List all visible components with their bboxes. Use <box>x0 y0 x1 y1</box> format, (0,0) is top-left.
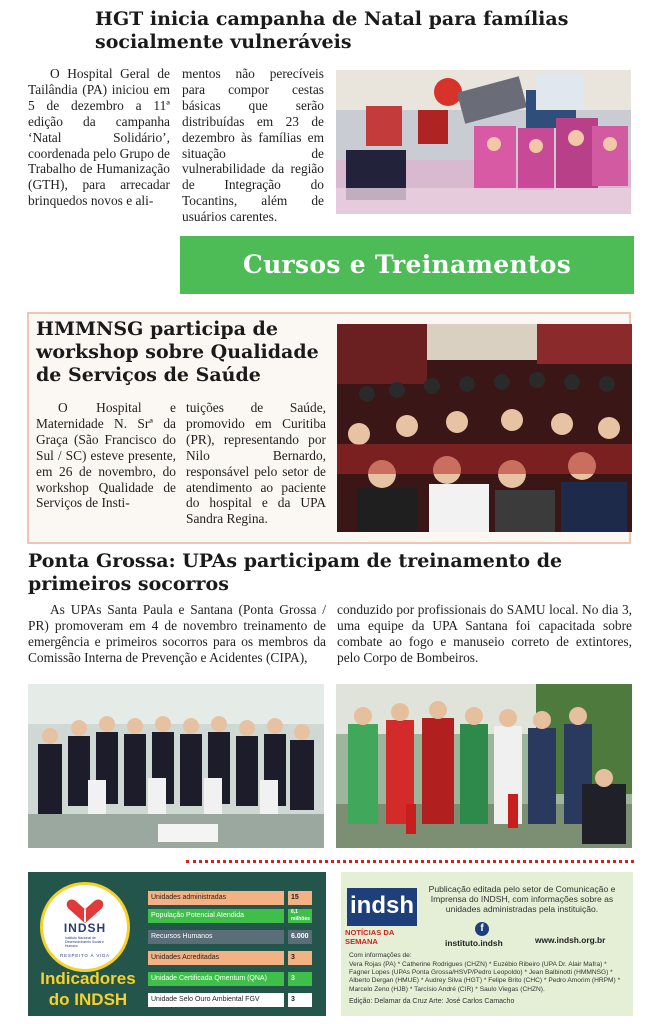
indicator-value: 15 <box>288 891 312 905</box>
website-link[interactable]: www.indsh.org.br <box>535 935 606 945</box>
indicator-value: 6.000 <box>288 930 312 944</box>
workshop-photo <box>337 324 632 532</box>
article2-col2-text: tuições de Saúde, promovido em Curitiba (PR), representando por Nilo Bernardo, responsável pelo setor de atendimento ao paciente do hospital e da UPA Sandra Regina. <box>186 400 326 527</box>
contributors-list: Vera Rojas (PA) * Catherine Rodrigues (CHZN) * Euzébio Ribeiro (UPA Dr. Alair Mafra) * Fagner Lopes (UPAs Ponta Grossa/HSVP/Pedro Leopoldo) * Jean Balbinotti (HMMNSG) * Alberto Dergan (HMUE) * Audrey Silva (HGT) * Felipe Brito (CHC) * Pedro Amorim (HRPM) * Marcelo Zeno (HJB) * Tarcísio André (CIR) * Saulo Viegas (CHZN). <box>349 961 621 993</box>
indicator-value: 3 <box>288 951 312 965</box>
indicator-label: Unidades Acreditadas <box>148 951 284 965</box>
facebook-link[interactable]: instituto.indsh <box>445 938 503 948</box>
article2-col1-text: O Hospital e Maternidade N. Srª da Graça (São Francisco do Sul / SC) esteve presente, em 26 de novembro, do workshop Qualidade de Serviços de Insti- <box>36 400 176 511</box>
article1-col2-text: mentos não perecíveis para compor cestas básicas que serão distribuídas em 23 de dezembro às famílias em situação de vulnerabilidade da região de Integração do Tocantins, além de usuários carentes. <box>182 66 324 225</box>
article3-col1-text: As UPAs Santa Paula e Santana (Ponta Grossa / PR) promoveram em 4 de novembro treinamento de emergência e primeiros socorros para os membros da Comissão Interna de Prevenção e Acidentes (CIPA), <box>28 602 326 665</box>
indsh-logo-text: INDSH <box>63 921 107 935</box>
indsh-logo-motto: RESPEITO À VIDA <box>60 953 110 958</box>
indsh-news-caption: NOTÍCIAS DA SEMANA <box>345 928 395 946</box>
first-aid-group-photo <box>28 684 324 848</box>
indicator-label: Unidade Selo Ouro Ambiental FGV <box>148 993 284 1007</box>
indsh-news-logo <box>347 888 417 926</box>
article3-title: Ponta Grossa: UPAs participam de treinamento de primeiros socorros <box>28 550 563 595</box>
indsh-news-logo-text: indsh <box>350 892 414 919</box>
fire-training-photo <box>336 684 632 848</box>
section-separator <box>186 860 634 863</box>
indicator-label: Recursos Humanos <box>148 930 284 944</box>
indicator-value: 3 <box>288 972 312 986</box>
article3-col2-text: conduzido por profissionais do SAMU local. No dia 3, uma equipe da UPA Santana foi capacitada sobre combate ao fogo e manuseio correto de extintores, pelo Corpo de Bombeiros. <box>337 602 632 665</box>
article1-col1 <box>28 66 170 209</box>
indicator-value: 6,1 milhões <box>288 909 312 923</box>
article1-col2 <box>182 66 324 225</box>
publication-description: Publicação editada pelo setor de Comunicação e Imprensa do INDSH, com informações sobre as unidades administradas pela instituição. <box>428 884 616 915</box>
indsh-logo-subtitle: Instituto Nacional de Desenvolvimento Social e Humano <box>65 936 105 948</box>
publication-box <box>341 872 633 1016</box>
indicator-label: População Potencial Atendida <box>148 909 284 923</box>
article2-title: HMMNSG participa de workshop sobre Qualidade de Serviços de Saúde <box>36 318 319 386</box>
article2-col2 <box>186 400 326 527</box>
section-banner: Cursos e Treinamentos <box>180 236 634 294</box>
facebook-icon[interactable]: f <box>475 922 489 936</box>
indicators-box <box>28 872 326 1016</box>
article2-col1 <box>36 400 176 511</box>
contributors-label: Com informações de: <box>349 952 412 959</box>
indicator-label: Unidade Certificada Qmentum (QNA) <box>148 972 284 986</box>
article1-title: HGT inicia campanha de Natal para famílias socialmente vulneráveis <box>95 8 569 53</box>
indsh-logo <box>40 882 130 972</box>
article3-col1 <box>28 602 326 666</box>
indicators-title: Indicadores do INDSH <box>40 969 136 1009</box>
edition-credits: Edição: Delamar da Cruz Arte: José Carlos Camacho <box>349 998 515 1005</box>
toys-photo <box>336 70 631 214</box>
indicator-value: 3 <box>288 993 312 1007</box>
article3-col2 <box>337 602 632 666</box>
article1-col1-text: O Hospital Geral de Tailândia (PA) iniciou em 5 de dezembro a 11ª edição da campanha ‘Natal Solidário’, coordenada pelo Grupo de Trabalho de Humanização (GTH), para arrecadar brinquedos novos e ali- <box>28 66 170 209</box>
indicator-label: Unidades administradas <box>148 891 284 905</box>
